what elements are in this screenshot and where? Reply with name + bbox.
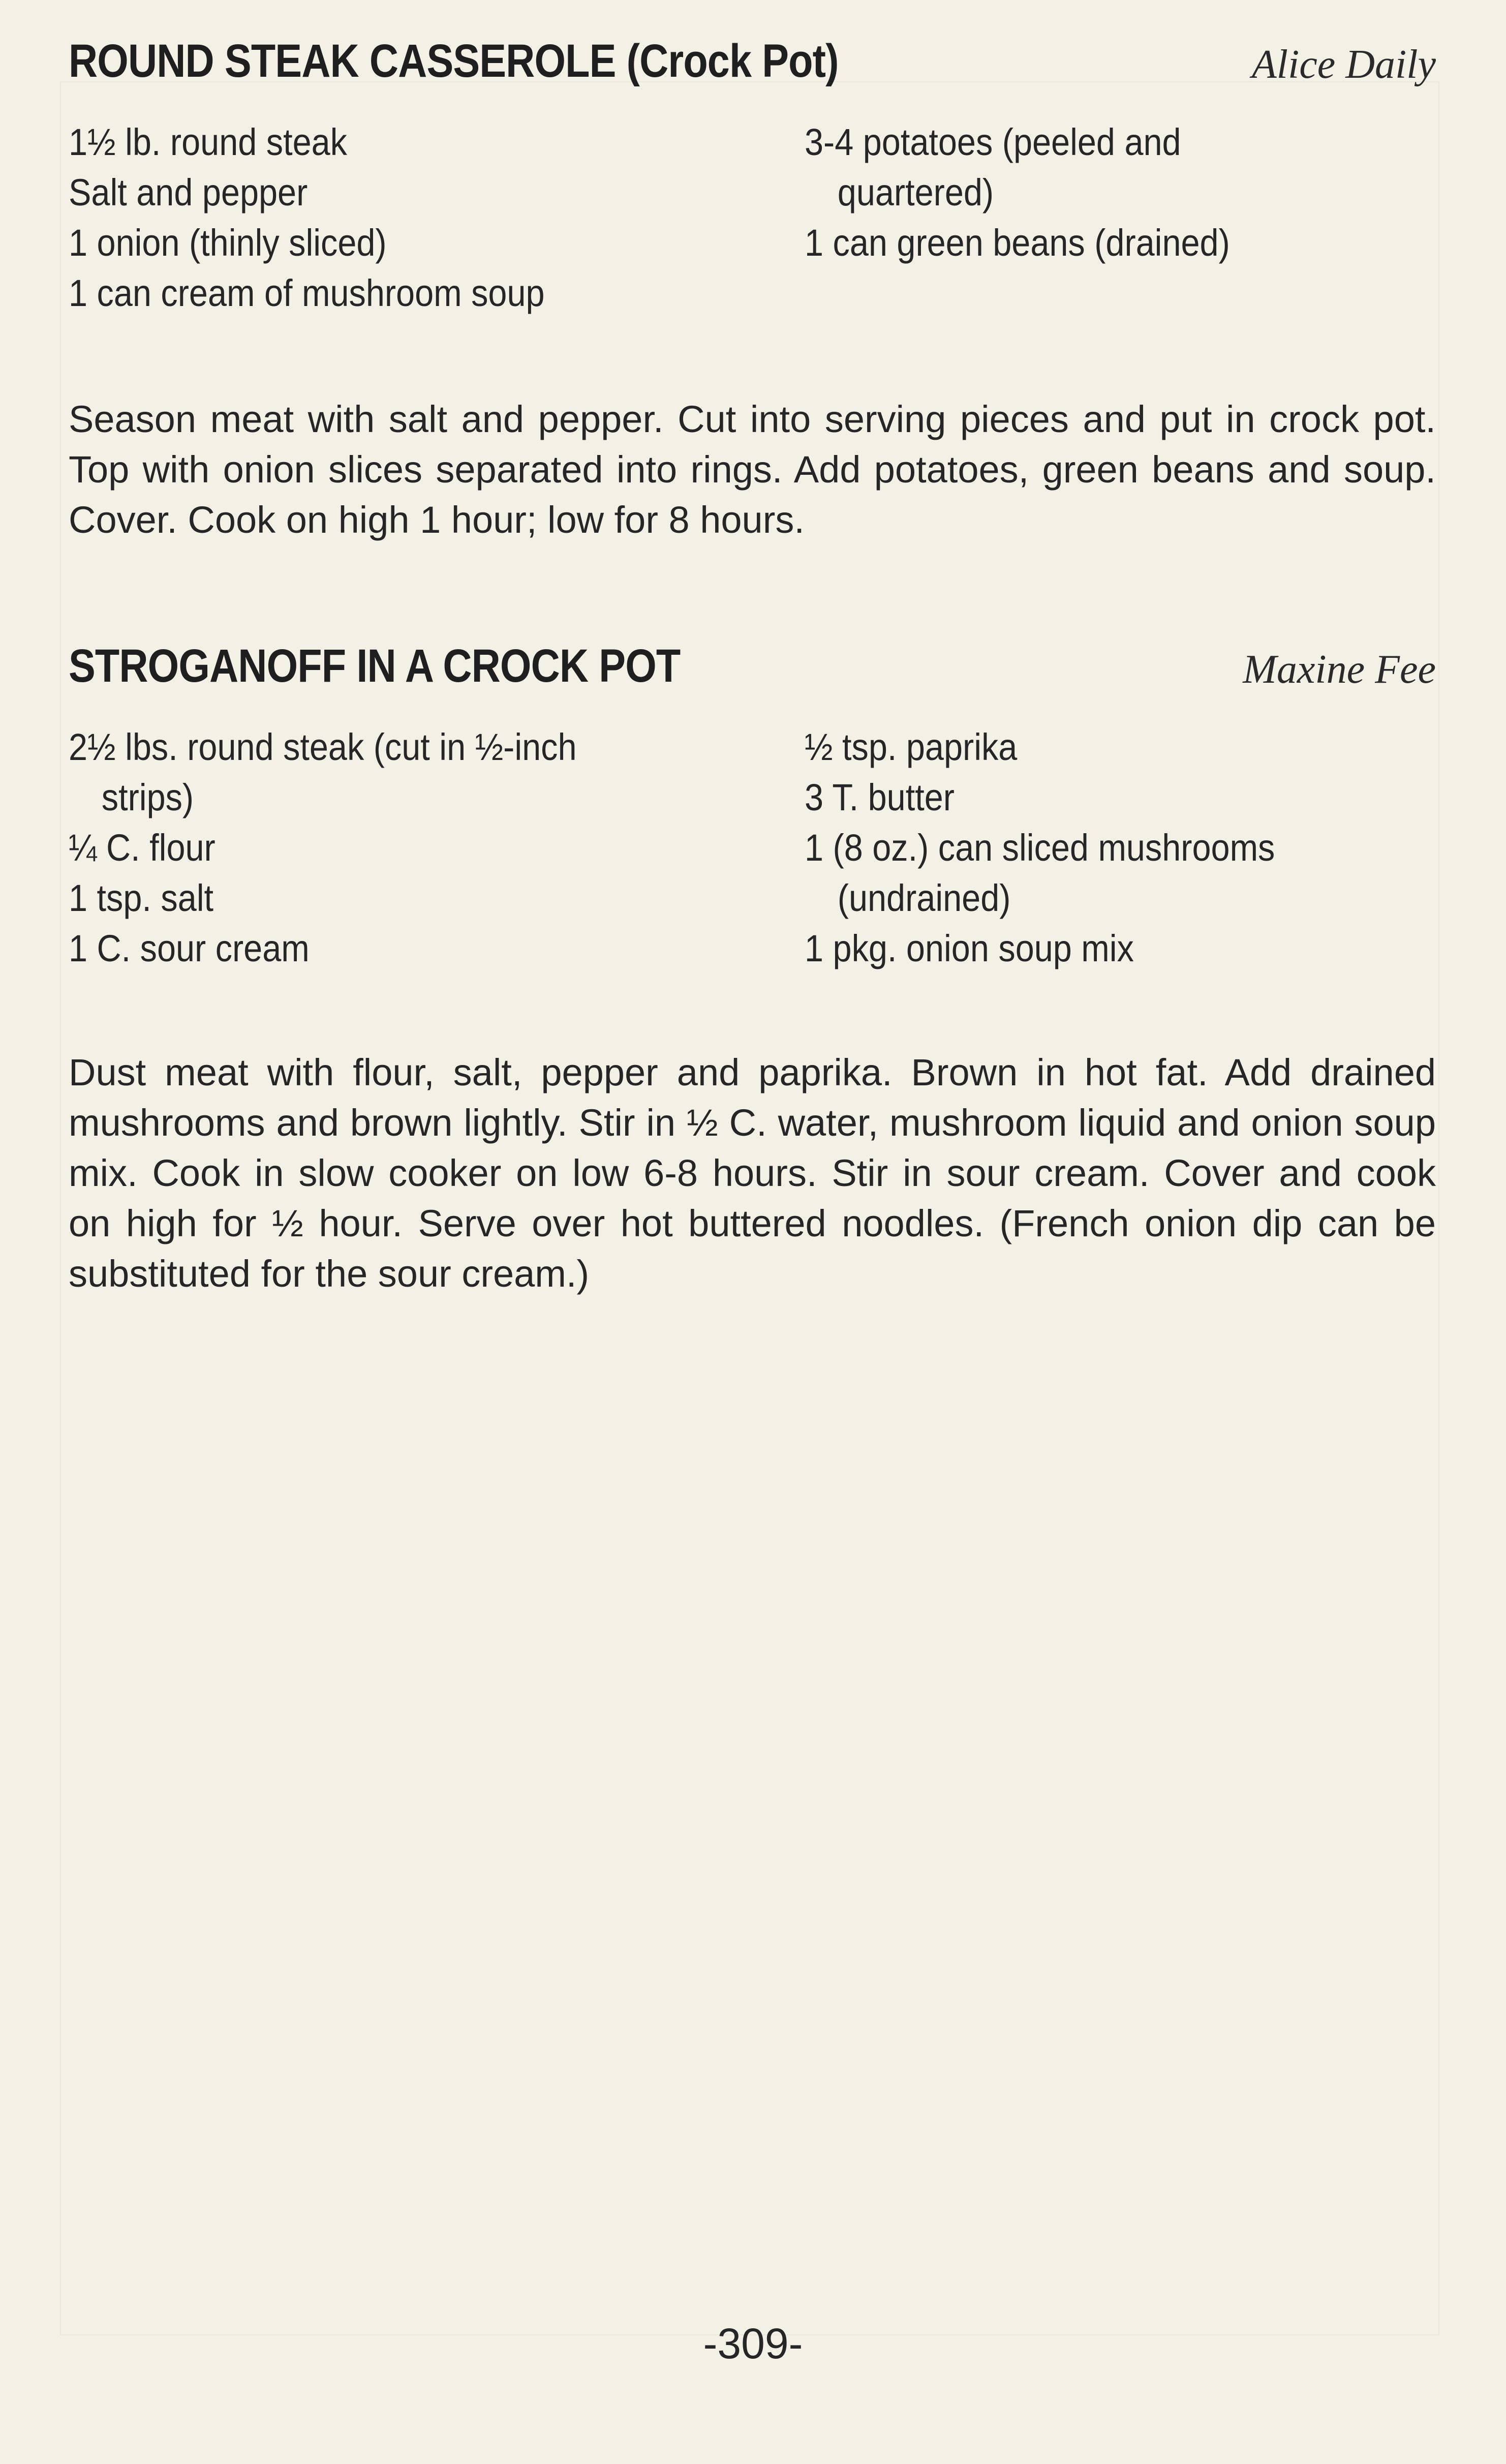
ingredients-right-column bbox=[805, 722, 1435, 974]
directions-line: substituted for the sour cream.) bbox=[69, 1253, 590, 1295]
recipe-header bbox=[69, 28, 1436, 94]
recipe-title: ROUND STEAK CASSEROLE (Crock Pot) bbox=[69, 35, 839, 87]
recipe-directions bbox=[69, 394, 1436, 545]
directions-line: Season meat with salt and pepper. Cut into serving pieces and put in crock pot. bbox=[69, 398, 1436, 440]
ingredient-item: ½ tsp. paprika bbox=[805, 726, 1018, 768]
ingredients-left-column bbox=[69, 722, 780, 974]
ingredients-list bbox=[69, 117, 1436, 318]
ingredient-item: 3 T. butter bbox=[805, 776, 955, 818]
ingredient-item: 1 tsp. salt bbox=[69, 877, 214, 919]
ingredient-item: 1 can cream of mushroom soup bbox=[69, 272, 545, 314]
recipe-round-steak-casserole bbox=[69, 28, 1436, 541]
recipe-header bbox=[69, 633, 1436, 699]
recipe-title: STROGANOFF IN A CROCK POT bbox=[69, 640, 681, 692]
ingredient-item: 1 pkg. onion soup mix bbox=[805, 927, 1134, 969]
directions-line: on high for ½ hour. Serve over hot buttered noodles. (French onion dip can be bbox=[69, 1202, 1436, 1244]
ingredient-item: 1 can green beans (drained) bbox=[805, 222, 1230, 264]
ingredient-item: Salt and pepper bbox=[69, 171, 308, 214]
directions-line: Cover. Cook on high 1 hour; low for 8 hours. bbox=[69, 499, 805, 541]
recipe-author: Alice Daily bbox=[1251, 42, 1436, 87]
directions-line: Dust meat with flour, salt, pepper and paprika. Brown in hot fat. Add drained bbox=[69, 1051, 1436, 1093]
directions-line: mix. Cook in slow cooker on low 6-8 hours. Stir in sour cream. Cover and cook bbox=[69, 1152, 1436, 1194]
ingredient-item: 1½ lb. round steak bbox=[69, 121, 347, 163]
ingredient-item: 1 onion (thinly sliced) bbox=[69, 222, 387, 264]
ingredients-left-column bbox=[69, 117, 780, 318]
page-number: -309- bbox=[703, 2320, 803, 2367]
directions-line: mushrooms and brown lightly. Stir in ½ C. water, mushroom liquid and onion soup bbox=[69, 1102, 1436, 1144]
ingredients-right-column bbox=[805, 117, 1435, 268]
recipe-directions bbox=[69, 1047, 1436, 1299]
recipe-stroganoff-crock-pot bbox=[69, 633, 1436, 1295]
ingredient-item: 2½ lbs. round steak (cut in ½-inch strips) bbox=[69, 726, 577, 818]
ingredient-item: 1 (8 oz.) can sliced mushrooms (undrained) bbox=[805, 827, 1275, 919]
ingredient-item: 3-4 potatoes (peeled and quartered) bbox=[805, 121, 1181, 214]
recipe-author: Maxine Fee bbox=[1243, 647, 1436, 692]
ingredient-item: 1 C. sour cream bbox=[69, 927, 310, 969]
ingredient-item: ¼ C. flour bbox=[69, 827, 216, 869]
directions-line: Top with onion slices separated into rings. Add potatoes, green beans and soup. bbox=[69, 448, 1436, 491]
ingredients-list bbox=[69, 722, 1436, 974]
